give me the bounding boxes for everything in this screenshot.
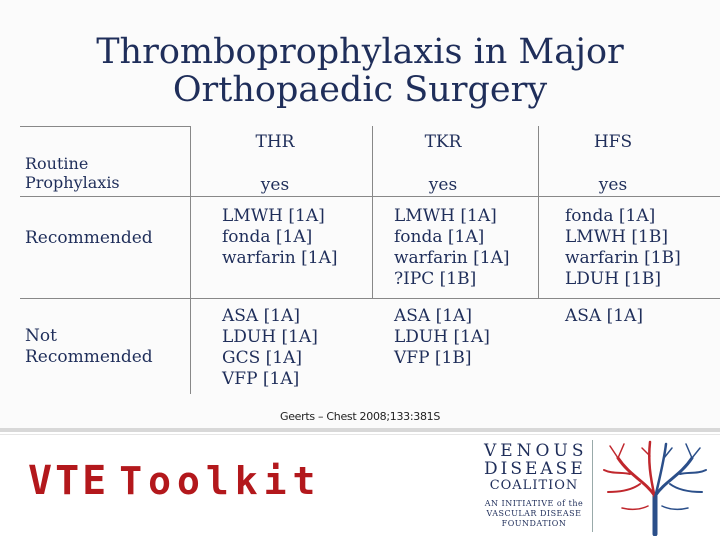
regimen-item: GCS [1A]	[222, 348, 302, 368]
cell-thr-routine: yes	[260, 175, 290, 195]
logo-line: FOUNDATION	[501, 519, 567, 528]
cell-hfs-routine: yes	[598, 175, 628, 195]
regimen-item: VFP [1A]	[222, 369, 300, 389]
row-label-routine-prophylaxis	[25, 154, 185, 192]
column-divider	[190, 126, 191, 394]
cell-tkr-routine: yes	[428, 175, 458, 195]
vte-wordmark: VTE	[28, 458, 110, 504]
regimen-item: ASA [1A]	[222, 306, 300, 326]
regimen-item: fonda [1A]	[394, 227, 485, 247]
row-label-recommended: Recommended	[25, 228, 153, 248]
toolkit-wordmark: Toolkit	[119, 459, 322, 503]
regimen-item: VFP [1B]	[394, 348, 472, 368]
row-label-line: Not	[25, 326, 57, 346]
regimen-item: LMWH [1A]	[394, 206, 497, 226]
logo-line: COALITION	[489, 478, 579, 493]
table-top-line	[20, 126, 190, 127]
cell-thr-recommended	[222, 206, 372, 269]
header-thr: THR	[255, 132, 295, 152]
title-line-1: Thromboprophylaxis in Major	[96, 32, 624, 72]
logo-divider	[592, 440, 593, 532]
column-divider	[372, 126, 373, 298]
row-divider	[20, 196, 720, 197]
cell-tkr-recommended	[394, 206, 534, 290]
regimen-item: warfarin [1A]	[394, 248, 510, 268]
footer-rule	[0, 434, 720, 435]
regimen-item: fonda [1A]	[222, 227, 313, 247]
regimen-item: warfarin [1A]	[222, 248, 338, 268]
citation: Geerts – Chest 2008;133:381S	[279, 410, 441, 423]
regimen-item: ASA [1A]	[565, 306, 643, 326]
footer-rule	[0, 428, 720, 432]
title-line-2: Orthopaedic Surgery	[172, 70, 548, 110]
regimen-item: LDUH [1A]	[222, 327, 318, 347]
cell-hfs-recommended	[565, 206, 705, 290]
prophylaxis-table	[20, 126, 720, 398]
regimen-item: ASA [1A]	[394, 306, 472, 326]
logo-line: VENOUS	[484, 441, 588, 461]
logo-line: DISEASE	[484, 459, 586, 479]
regimen-item: LDUH [1B]	[565, 269, 662, 289]
regimen-item: ?IPC [1B]	[394, 269, 477, 289]
row-divider	[20, 298, 720, 299]
logo-line: AN INITIATIVE of the	[484, 499, 584, 508]
header-hfs: HFS	[593, 132, 633, 152]
vein-tree-icon	[600, 436, 710, 536]
header-tkr: TKR	[424, 132, 462, 152]
vte-toolkit-logo	[28, 458, 321, 504]
column-divider	[538, 126, 539, 298]
row-label-line: Recommended	[25, 347, 153, 367]
cell-hfs-not-recommended	[565, 306, 705, 327]
slide-title	[0, 33, 720, 109]
venous-disease-coalition-logo	[484, 441, 588, 529]
row-label-line: Routine	[25, 154, 89, 173]
logo-line: VASCULAR DISEASE	[486, 509, 582, 518]
row-label-line: Prophylaxis	[25, 173, 120, 192]
regimen-item: warfarin [1B]	[565, 248, 681, 268]
regimen-item: LMWH [1A]	[222, 206, 325, 226]
row-label-not-recommended	[25, 326, 185, 368]
regimen-item: LDUH [1A]	[394, 327, 490, 347]
regimen-item: LMWH [1B]	[565, 227, 668, 247]
regimen-item: fonda [1A]	[565, 206, 656, 226]
cell-thr-not-recommended	[222, 306, 372, 390]
cell-tkr-not-recommended	[394, 306, 534, 369]
